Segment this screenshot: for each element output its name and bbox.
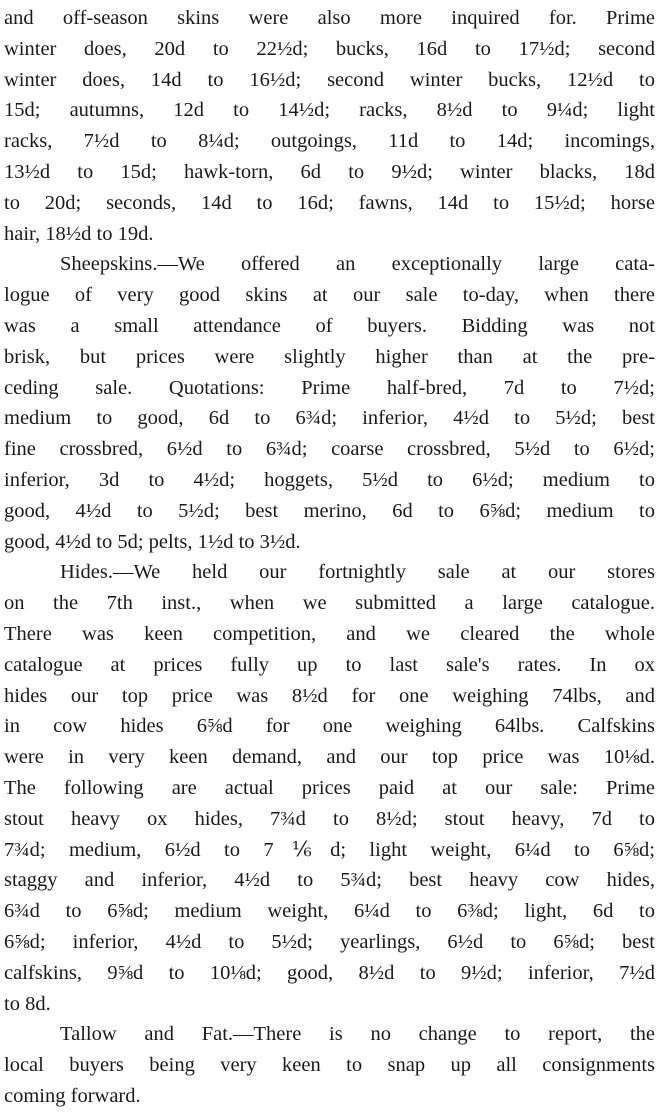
text-line: winter does, 20d to 22½d; bucks, 16d to 17½d; second: [4, 37, 655, 60]
text-line: staggy and inferior, 4½d to 5¾d; best heavy cow hides,: [4, 869, 655, 892]
text-line: and off-season skins were also more inquired for. Prime: [4, 7, 655, 29]
text-line: winter does, 14d to 16½d; second winter bucks, 12½d to: [4, 68, 655, 91]
text-line: catalogue at prices fully up to last sale's rates. In ox: [4, 653, 655, 676]
text-line: Hides.—We held our fortnightly sale at our stores: [60, 561, 655, 584]
text-line: 15d; autumns, 12d to 14½d; racks, 8½d to 9¼d; light: [4, 99, 655, 122]
text-line: racks, 7½d to 8¼d; outgoings, 11d to 14d; incomings,: [4, 130, 655, 153]
text-line: ceding sale. Quotations: Prime half-bred, 7d to 7½d;: [4, 376, 655, 399]
paragraph-rabbitskins-continued: [4, 3, 655, 249]
text-line: on the 7th inst., when we submitted a large catalogue.: [4, 592, 655, 615]
text-line: to 20d; seconds, 14d to 16d; fawns, 14d to 15½d; horse: [4, 191, 655, 214]
text-line: logue of very good skins at our sale to-day, when there: [4, 284, 655, 307]
text-line: good, 4½d to 5d; pelts, 1½d to 3½d.: [4, 530, 301, 553]
text-line: 6¾d to 6⅝d; medium weight, 6¼d to 6⅜d; light, 6d to: [4, 900, 655, 923]
text-line: local buyers being very keen to snap up all consignments: [4, 1054, 655, 1077]
article-body: [4, 3, 655, 1112]
text-line: hair, 18½d to 19d.: [4, 222, 154, 245]
text-line: was a small attendance of buyers. Bidding was not: [4, 314, 655, 337]
text-line: 13½d to 15d; hawk-torn, 6d to 9½d; winter blacks, 18d: [4, 160, 655, 183]
text-line: coming forward.: [4, 1084, 141, 1107]
text-line: The following are actual prices paid at our sale: Prime: [4, 776, 655, 799]
text-line: to 8d.: [4, 992, 51, 1015]
text-line: were in very keen demand, and our top price was 10⅛d.: [4, 746, 655, 769]
paragraph-sheepskins: [4, 249, 655, 557]
text-line: hides our top price was 8½d for one weighing 74lbs, and: [4, 684, 655, 707]
text-line: calfskins, 9⅝d to 10⅛d; good, 8½d to 9½d; inferior, 7½d: [4, 961, 655, 984]
paragraph-tallow-and-fat: [4, 1019, 655, 1111]
text-line: brisk, but prices were slightly higher than at the pre-: [4, 345, 655, 368]
text-line: inferior, 3d to 4½d; hoggets, 5½d to 6½d; medium to: [4, 468, 655, 491]
text-line: good, 4½d to 5½d; best merino, 6d to 6⅝d; medium to: [4, 499, 655, 522]
paragraph-hides: [4, 557, 655, 1019]
text-line: stout heavy ox hides, 7¾d to 8½d; stout heavy, 7d to: [4, 807, 655, 830]
text-line: Sheepskins.—We offered an exceptionally large cata-: [60, 253, 655, 276]
text-line: in cow hides 6⅝d for one weighing 64lbs. Calfskins: [4, 715, 655, 738]
text-line: medium to good, 6d to 6¾d; inferior, 4½d to 5½d; best: [4, 407, 655, 430]
text-line: fine crossbred, 6½d to 6¾d; coarse crossbred, 5½d to 6½d;: [4, 438, 655, 461]
text-line: Tallow and Fat.—There is no change to report, the: [60, 1023, 655, 1046]
text-line: 6⅝d; inferior, 4½d to 5½d; yearlings, 6½d to 6⅝d; best: [4, 930, 655, 953]
text-line: 7¾d; medium, 6½d to 7⅙d; light weight, 6¼d to 6⅝d;: [4, 838, 655, 861]
text-line: There was keen competition, and we cleared the whole: [4, 622, 655, 645]
